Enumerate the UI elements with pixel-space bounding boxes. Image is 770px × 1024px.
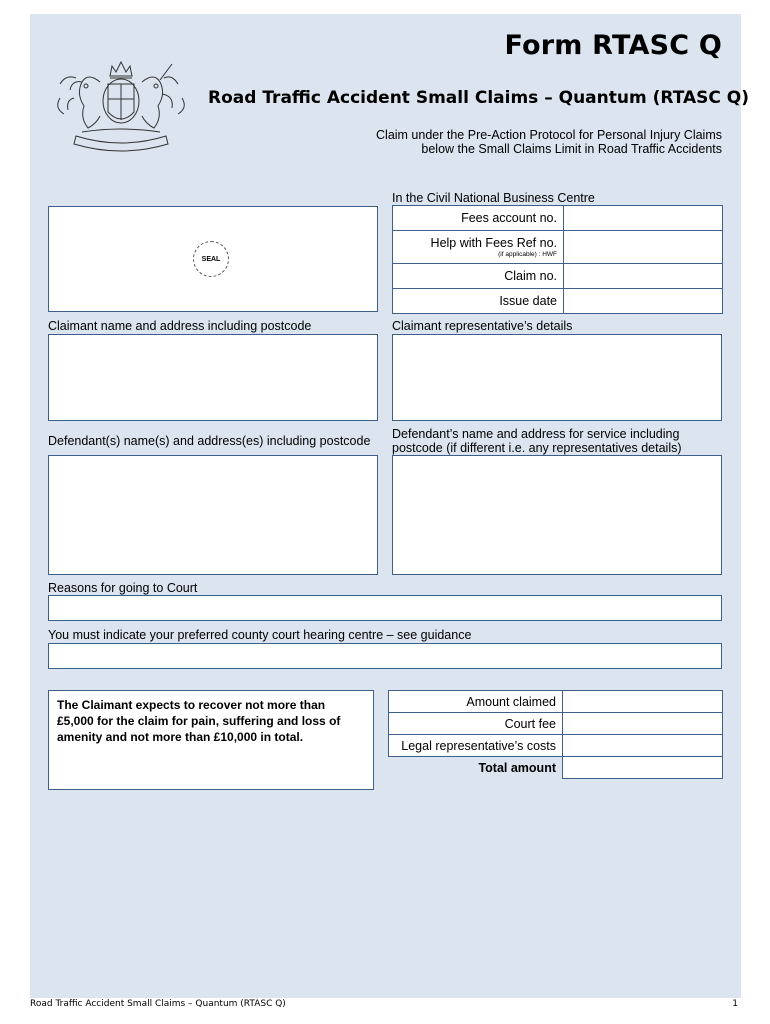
form-title: Road Traffic Accident Small Claims – Quantum (RTASC Q): [208, 88, 750, 108]
amount-claimed-label: Amount claimed: [389, 691, 563, 713]
claimant-rep-field[interactable]: [392, 334, 722, 421]
page-number: 1: [732, 999, 738, 1009]
reasons-label: Reasons for going to Court: [48, 581, 198, 595]
defendant-service-label: [392, 427, 682, 455]
footer-form-name: Road Traffic Accident Small Claims – Quantum (RTASC Q): [30, 999, 286, 1009]
claimant-rep-label: Claimant representative’s details: [392, 319, 573, 333]
defendant-service-label-line-1: Defendant’s name and address for service including: [392, 427, 680, 441]
claimant-label: Claimant name and address including postcode: [48, 319, 312, 333]
total-amount-field[interactable]: [563, 757, 723, 779]
form-code: Form RTASC Q: [504, 30, 722, 61]
fees-account-label: Fees account no.: [393, 206, 564, 231]
subtitle-line-1: Claim under the Pre-Action Protocol for Personal Injury Claims: [376, 128, 722, 142]
form-subtitle: [302, 128, 722, 156]
help-with-fees-cell: [393, 231, 564, 264]
defendant-field[interactable]: [48, 455, 378, 575]
reasons-field[interactable]: [48, 595, 722, 621]
seal-box: [48, 206, 378, 312]
total-amount-label: Total amount: [389, 757, 563, 779]
court-name-label: In the Civil National Business Centre: [392, 191, 595, 205]
court-reference-table: [392, 205, 723, 314]
help-with-fees-label: Help with Fees Ref no.: [430, 236, 557, 250]
claim-no-field[interactable]: [564, 264, 723, 289]
claimant-field[interactable]: [48, 334, 378, 421]
issue-date-field[interactable]: [564, 289, 723, 314]
help-with-fees-field[interactable]: [564, 231, 723, 264]
legal-costs-field[interactable]: [563, 735, 723, 757]
defendant-label: Defendant(s) name(s) and address(es) including postcode: [48, 434, 371, 448]
defendant-service-field[interactable]: [392, 455, 722, 575]
claimant-expects-statement: The Claimant expects to recover not more than £5,000 for the claim for pain, suffering and loss of amenity and not more than £10,000 in total.: [48, 690, 374, 790]
hearing-centre-label: You must indicate your preferred county court hearing centre – see guidance: [48, 628, 472, 642]
royal-coat-of-arms-icon: [52, 54, 190, 154]
amounts-table: [388, 690, 723, 779]
legal-costs-label: Legal representative’s costs: [389, 735, 563, 757]
court-fee-label: Court fee: [389, 713, 563, 735]
help-with-fees-note: (if applicable) : HWF: [498, 251, 557, 258]
issue-date-label: Issue date: [393, 289, 564, 314]
subtitle-line-2: below the Small Claims Limit in Road Traffic Accidents: [421, 142, 722, 156]
amount-claimed-field[interactable]: [563, 691, 723, 713]
claim-no-label: Claim no.: [393, 264, 564, 289]
hearing-centre-field[interactable]: [48, 643, 722, 669]
fees-account-field[interactable]: [564, 206, 723, 231]
court-fee-field[interactable]: [563, 713, 723, 735]
court-seal: SEAL: [193, 241, 229, 277]
defendant-service-label-line-2: postcode (if different i.e. any representatives details): [392, 441, 682, 455]
